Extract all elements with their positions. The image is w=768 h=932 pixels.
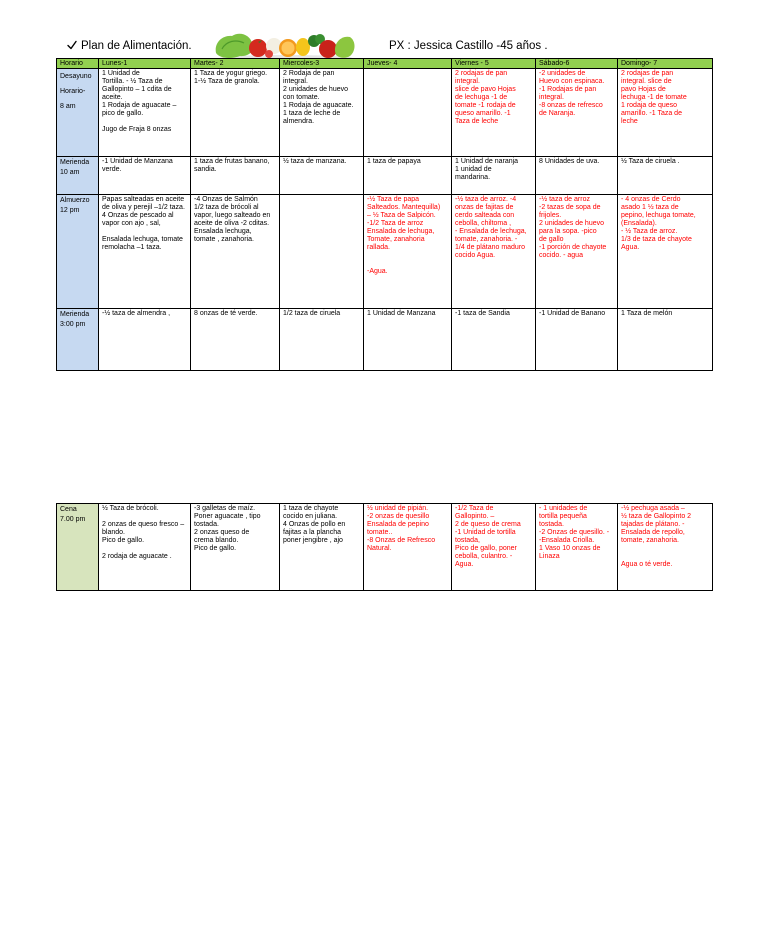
cell-almuerzo-viernes: -½ taza de arroz. -4 onzas de fajitas de cerdo salteada con cebolla, chiltoma , - Ensalada de lechuga, tomate, zanahoria. - 1/4 de plátano maduro cocido Agua. <box>452 195 536 309</box>
header-row <box>57 59 713 69</box>
time-desayuno: Desayuno Horario- 8 am <box>57 69 99 157</box>
cell-cena-domingo: -½ pechuga asada – ½ taza de Gallopinto 2 tajadas de plátano. - Ensalada de repollo, tomate, zanahoria. Agua o té verde. <box>618 504 713 591</box>
orange-slice-inner <box>282 42 295 55</box>
cell-almuerzo-jueves: -½ Taza de papa Salteados. Mantequilla) – ½ Taza de Salpicón. -1/2 Taza de arroz Ensalada de lechuga, Tomate, zanahoria rallada. -Agua. <box>364 195 452 309</box>
col-header-domingo: Domingo- 7 <box>618 59 713 69</box>
vegetables-image <box>214 29 356 61</box>
col-header-sabado: Sábado-6 <box>536 59 618 69</box>
time-cena: Cena 7.00 pm <box>57 504 99 591</box>
cell-cena-lunes: ½ Taza de brócoli. 2 onzas de queso fresco – blando. Pico de gallo. 2 rodaja de aguacate . <box>99 504 191 591</box>
cell-almuerzo-miercoles <box>280 195 364 309</box>
cell-desayuno-martes: 1 Taza de yogur griego. 1-½ Taza de granola. <box>191 69 280 157</box>
cell-desayuno-viernes: 2 rodajas de pan integral. slice de pavo Hojas de lechuga -1 de tomate -1 rodaja de queso amarillo. -1 Taza de leche <box>452 69 536 157</box>
pepper-shape <box>296 38 310 56</box>
row-merienda-tarde <box>57 309 713 371</box>
check-icon <box>67 40 77 50</box>
row-desayuno <box>57 69 713 157</box>
cell-cena-sabado: - 1 unidades de tortilla pequeña tostada. -2 Onzas de quesillo. - -Ensalada Criolla. 1 Vaso 10 onzas de Linaza <box>536 504 618 591</box>
cell-merienda-manana-miercoles: ½ taza de manzana. <box>280 157 364 195</box>
cell-merienda-tarde-viernes: -1 taza de Sandia <box>452 309 536 371</box>
time-merienda-tarde: Merienda 3:00 pm <box>57 309 99 371</box>
lettuce-shape <box>216 34 254 58</box>
row-cena <box>57 504 713 591</box>
cell-desayuno-jueves <box>364 69 452 157</box>
cell-merienda-manana-domingo: ½ Taza de ciruela . <box>618 157 713 195</box>
cell-merienda-manana-sabado: 8 Unidades de uva. <box>536 157 618 195</box>
cell-cena-jueves: ½ unidad de pipián. -2 onzas de quesillo Ensalada de pepino tomate.. -8 Onzas de Refresco Natural. <box>364 504 452 591</box>
col-header-martes: Martes- 2 <box>191 59 280 69</box>
col-header-miercoles: Miercoles-3 <box>280 59 364 69</box>
cell-cena-martes: -3 galletas de maíz. Poner aguacate , tipo tostada. 2 onzas queso de crema blando. Pico de gallo. <box>191 504 280 591</box>
cell-merienda-tarde-sabado: -1 Unidad de Banano <box>536 309 618 371</box>
cell-desayuno-sabado: -2 unidades de Huevo con espinaca. -1 Rodajas de pan integral. -8 onzas de refresco de Naranja. <box>536 69 618 157</box>
cell-merienda-tarde-domingo: 1 Taza de melón <box>618 309 713 371</box>
document-title: Plan de Alimentación. <box>81 40 192 52</box>
tomato-shape <box>249 39 267 57</box>
radish-shape <box>265 50 273 58</box>
cell-desayuno-miercoles: 2 Rodaja de pan integral. 2 unidades de huevo con tomate. 1 Rodaja de aguacate. 1 taza de leche de almendra. <box>280 69 364 157</box>
dinner-table <box>56 503 713 591</box>
cell-almuerzo-domingo: - 4 onzas de Cerdo asado 1 ½ taza de pepino, lechuga tomate, (Ensalada). - ½ Taza de arroz. 1/3 de taza de chayote Agua. <box>618 195 713 309</box>
row-merienda-manana <box>57 157 713 195</box>
cell-desayuno-lunes: 1 Unidad de Tortilla. - ½ Taza de Gallopinto – 1 cdita de aceite. 1 Rodaja de aguacate – pico de gallo. Jugo de Fraja 8 onzas <box>99 69 191 157</box>
cell-desayuno-domingo: 2 rodajas de pan integral. slice de pavo Hojas de lechuga -1 de tomate 1 rodaja de queso amarillo. -1 Taza de leche <box>618 69 713 157</box>
cell-almuerzo-martes: -4 Onzas de Salmón 1/2 taza de brócoli al vapor, luego salteado en aceite de oliva -2 cditas. Ensalada lechuga, tomate , zanahoria. <box>191 195 280 309</box>
cell-merienda-tarde-jueves: 1 Unidad de Manzana <box>364 309 452 371</box>
time-almuerzo: Almuerzo 12 pm <box>57 195 99 309</box>
cell-merienda-manana-viernes: 1 Unidad de naranja 1 unidad de mandarina. <box>452 157 536 195</box>
cell-merienda-manana-martes: 1 taza de frutas banano, sandia. <box>191 157 280 195</box>
meal-plan-table <box>56 58 713 371</box>
col-header-horario: Horario <box>57 59 99 69</box>
greens-shape <box>335 37 355 58</box>
cell-merienda-manana-jueves: 1 taza de papaya <box>364 157 452 195</box>
cell-merienda-tarde-miercoles: 1/2 taza de ciruela <box>280 309 364 371</box>
cell-merienda-tarde-lunes: -½ taza de almendra , <box>99 309 191 371</box>
col-header-lunes: Lunes-1 <box>99 59 191 69</box>
row-almuerzo <box>57 195 713 309</box>
cell-merienda-manana-lunes: -1 Unidad de Manzana verde. <box>99 157 191 195</box>
time-merienda-manana: Merienda 10 am <box>57 157 99 195</box>
cell-merienda-tarde-martes: 8 onzas de té verde. <box>191 309 280 371</box>
cell-cena-viernes: -1/2 Taza de Gallopinto. – 2 de queso de crema -1 Unidad de tortilla tostada, Pico de gallo, poner cebolla, culantro. - Agua. <box>452 504 536 591</box>
col-header-jueves: Jueves- 4 <box>364 59 452 69</box>
patient-label: PX : Jessica Castillo -45 años . <box>389 40 548 52</box>
cell-cena-miercoles: 1 taza de chayote cocido en juliana. 4 Onzas de pollo en fajitas a la plancha poner jengibre , ajo <box>280 504 364 591</box>
cell-almuerzo-lunes: Papas salteadas en aceite de oliva y perejil –1/2 taza. 4 Onzas de pescado al vapor con ajo , sal, Ensalada lechuga, tomate remolacha –1 taza. <box>99 195 191 309</box>
tomato-shape-2 <box>319 40 337 58</box>
cell-almuerzo-sabado: -½ taza de arroz -2 tazas de sopa de frijoles. 2 unidades de huevo para la sopa. -pico de gallo -1 porción de chayote cocido. - agua <box>536 195 618 309</box>
col-header-viernes: Viernes - 5 <box>452 59 536 69</box>
